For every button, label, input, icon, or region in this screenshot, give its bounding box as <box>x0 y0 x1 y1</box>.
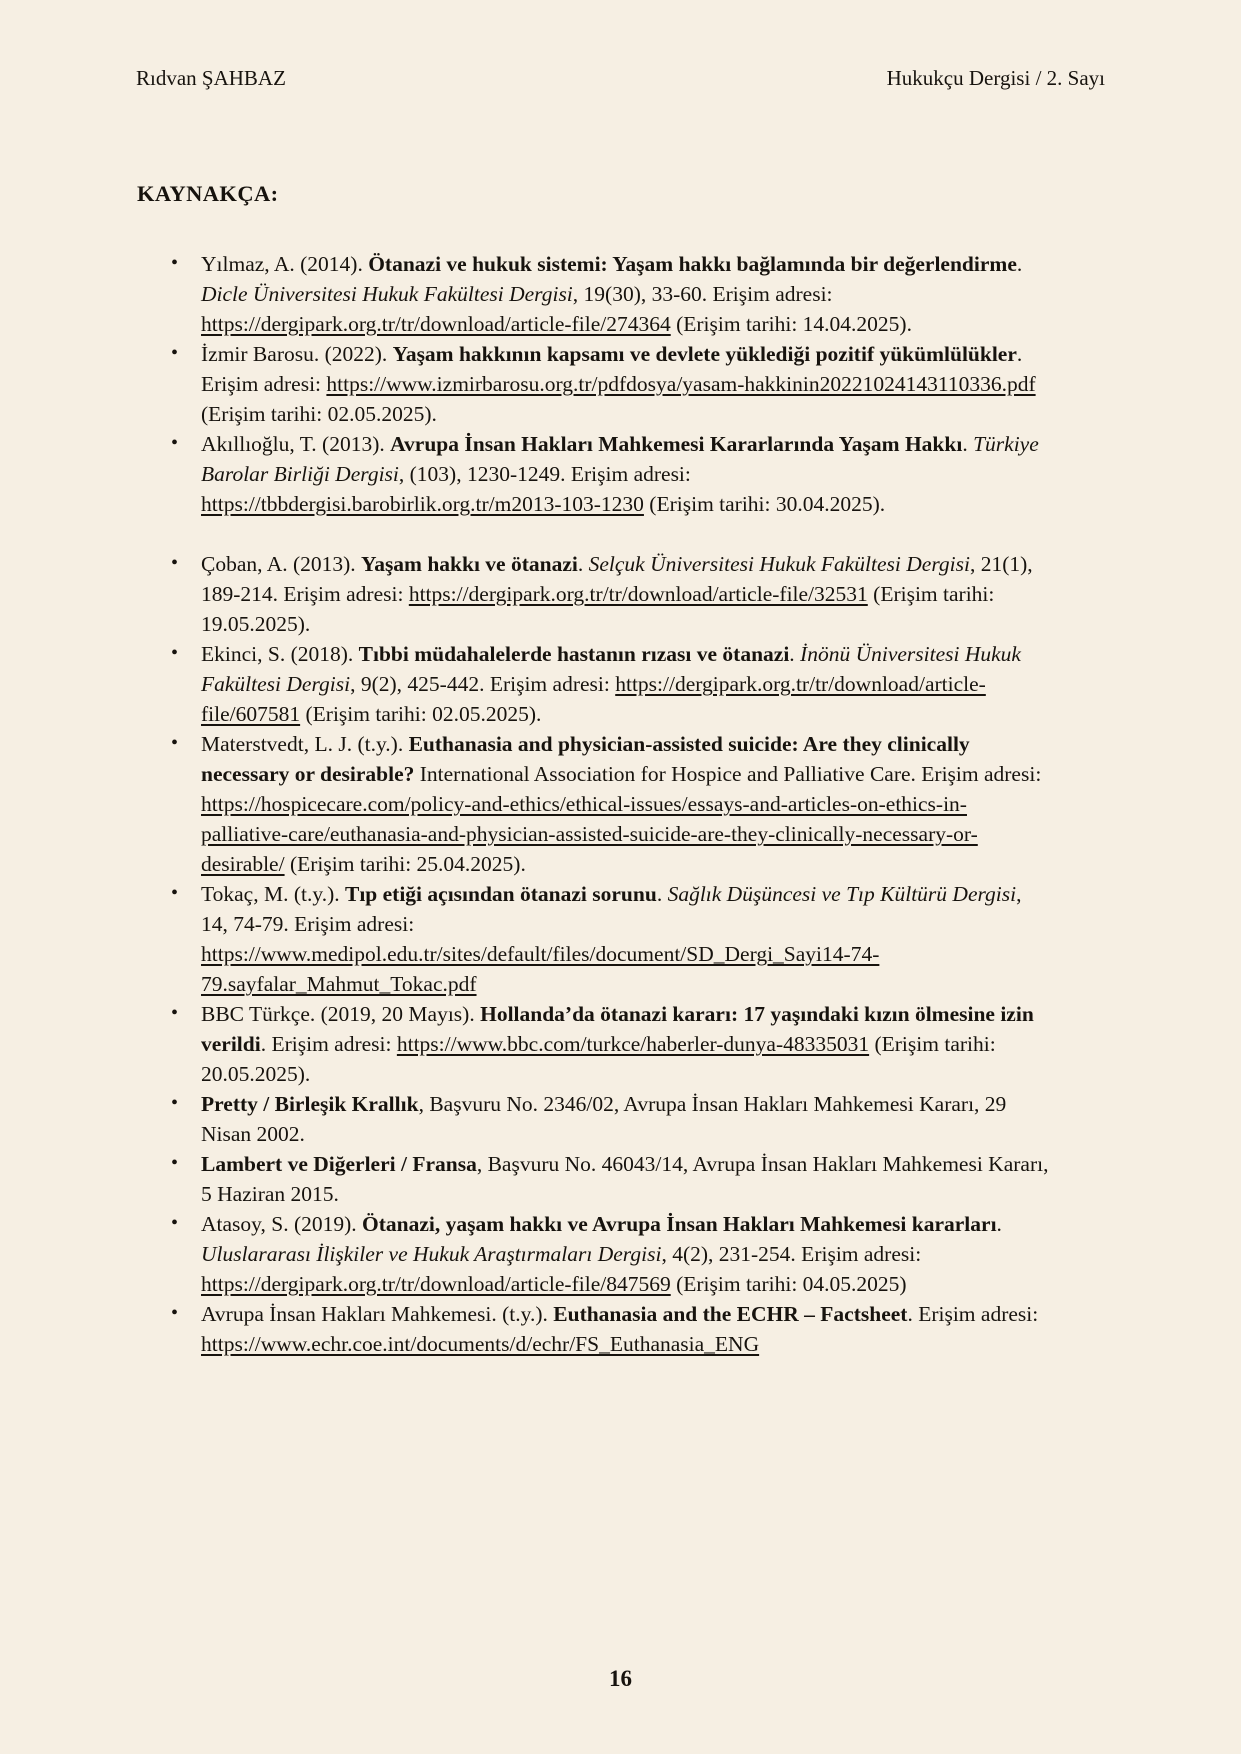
reference-link[interactable]: https://dergipark.org.tr/tr/download/article-file/32531 <box>408 582 868 606</box>
reference-link[interactable]: https://tbbdergisi.barobirlik.org.tr/m2013-103-1230 <box>201 492 644 516</box>
reference-text: . <box>962 432 974 456</box>
reference-item <box>168 1089 1052 1149</box>
reference-bold-text: Ötanazi ve hukuk sistemi: Yaşam hakkı bağlamında bir değerlendirme <box>368 252 1017 276</box>
reference-italic-text: Sağlık Düşüncesi ve Tıp Kültürü Dergisi <box>667 882 1017 906</box>
bullet-icon: • <box>171 1302 179 1324</box>
bullet-icon: • <box>171 882 179 904</box>
page-number: 16 <box>609 1666 632 1691</box>
reference-item <box>168 1209 1052 1299</box>
reference-text: (Erişim tarihi: 25.04.2025). <box>284 852 526 876</box>
bullet-icon: • <box>171 552 179 574</box>
reference-item <box>168 639 1052 729</box>
reference-link[interactable]: https://dergipark.org.tr/tr/download/article-file/274364 <box>201 312 671 336</box>
reference-text: , 9(2), 425-442. Erişim adresi: <box>350 672 616 696</box>
reference-bold-text: Pretty / Birleşik Krallık <box>201 1092 419 1116</box>
header-author: Rıdvan ŞAHBAZ <box>136 66 286 90</box>
references-list <box>168 249 1052 1359</box>
reference-bold-text: Euthanasia and the ECHR – Factsheet <box>553 1302 908 1326</box>
reference-text: . Erişim adresi: <box>260 1032 397 1056</box>
reference-item <box>168 1299 1052 1359</box>
reference-bold-text: Yaşam hakkının kapsamı ve devlete yüklediği pozitif yükümlülükler <box>392 342 1017 366</box>
reference-text: . <box>789 642 801 666</box>
reference-italic-text: İnönü Üniversitesi Hukuk Fakültesi Dergisi <box>201 642 1021 696</box>
reference-bold-text: Hollanda’da ötanazi kararı: 17 yaşındaki kızın ölmesine izin verildi <box>201 1002 1034 1056</box>
reference-text: Çoban, A. (2013). <box>201 552 362 576</box>
reference-bold-text: Euthanasia and physician-assisted suicide: Are they clinically necessary or desirable? <box>201 732 970 786</box>
reference-text: Atasoy, S. (2019). <box>201 1212 363 1236</box>
reference-text: International Association for Hospice and Palliative Care. Erişim adresi: <box>414 762 1042 786</box>
reference-bold-text: Avrupa İnsan Hakları Mahkemesi Kararlarında Yaşam Hakkı <box>390 432 963 456</box>
reference-text: , (103), 1230-1249. Erişim adresi: <box>398 462 691 486</box>
reference-text: Tokaç, M. (t.y.). <box>201 882 345 906</box>
reference-text: BBC Türkçe. (2019, 20 Mayıs). <box>201 1002 481 1026</box>
reference-text: Materstvedt, L. J. (t.y.). <box>201 732 409 756</box>
reference-text: Akıllıoğlu, T. (2013). <box>201 432 391 456</box>
reference-text: . <box>996 1212 1002 1236</box>
bullet-icon: • <box>171 252 179 274</box>
reference-text: , 14, 74-79. Erişim adresi: <box>201 882 1022 936</box>
reference-italic-text: Türkiye Barolar Birliği Dergisi <box>201 432 1039 486</box>
header-journal: Hukukçu Dergisi / 2. Sayı <box>886 66 1105 90</box>
reference-italic-text: Uluslararası İlişkiler ve Hukuk Araştırmaları Dergisi <box>201 1242 662 1266</box>
reference-bold-text: Ötanazi, yaşam hakkı ve Avrupa İnsan Hakları Mahkemesi kararları <box>362 1212 997 1236</box>
reference-text: (Erişim tarihi: 30.04.2025). <box>643 492 886 516</box>
bullet-icon: • <box>171 1002 179 1024</box>
reference-bold-text: Tıp etiği açısından ötanazi sorunu <box>344 882 657 906</box>
bullet-icon: • <box>171 732 179 754</box>
reference-text: . <box>577 552 589 576</box>
reference-text: . Erişim adresi: <box>907 1302 1039 1326</box>
reference-link[interactable]: https://hospicecare.com/policy-and-ethics/ethical-issues/essays-and-articles-on-ethics-in-palliative-care/euthanasia-and-physician-assisted-suicide-are-they-clinically-necessary-or-desirable/ <box>201 792 978 876</box>
reference-text: . <box>656 882 668 906</box>
bullet-icon: • <box>171 1152 179 1174</box>
reference-link[interactable]: https://www.izmirbarosu.org.tr/pdfdosya/yasam-hakkinin20221024143110336.pdf <box>326 372 1036 396</box>
reference-text: (Erişim tarihi: 14.04.2025). <box>670 312 912 336</box>
reference-bold-text: Lambert ve Diğerleri / Fransa <box>201 1152 477 1176</box>
reference-item <box>168 339 1052 429</box>
reference-text: Yılmaz, A. (2014). <box>201 252 369 276</box>
reference-text: Ekinci, S. (2018). <box>201 642 359 666</box>
reference-link[interactable]: https://dergipark.org.tr/tr/download/article-file/607581 <box>201 672 986 726</box>
reference-item <box>168 999 1052 1089</box>
reference-text: , 19(30), 33-60. Erişim adresi: <box>572 282 833 306</box>
reference-text: Avrupa İnsan Hakları Mahkemesi. (t.y.). <box>201 1302 554 1326</box>
section-title: KAYNAKÇA: <box>137 181 279 206</box>
reference-item <box>168 549 1052 639</box>
reference-item <box>168 1149 1052 1209</box>
reference-bold-text: Yaşam hakkı ve ötanazi <box>361 552 578 576</box>
bullet-icon: • <box>171 1092 179 1114</box>
reference-item <box>168 249 1052 339</box>
reference-text: , Başvuru No. 2346/02, Avrupa İnsan Hakları Mahkemesi Kararı, 29 Nisan 2002. <box>201 1092 1007 1146</box>
bullet-icon: • <box>171 342 179 364</box>
reference-text: . <box>1016 252 1023 276</box>
reference-link[interactable]: https://www.echr.coe.int/documents/d/echr/FS_Euthanasia_ENG <box>201 1332 760 1356</box>
reference-link[interactable]: https://www.bbc.com/turkce/haberler-dunya-48335031 <box>396 1032 870 1056</box>
reference-text: , 21(1), 189-214. Erişim adresi: <box>201 552 1033 606</box>
reference-item <box>168 879 1052 999</box>
reference-link[interactable]: https://dergipark.org.tr/tr/download/article-file/847569 <box>201 1272 671 1296</box>
reference-text: (Erişim tarihi: 02.05.2025). <box>300 702 542 726</box>
reference-italic-text: Selçuk Üniversitesi Hukuk Fakültesi Dergisi <box>588 552 970 576</box>
reference-text: . Erişim adresi: <box>201 342 1023 396</box>
reference-text: (Erişim tarihi: 04.05.2025) <box>670 1272 907 1296</box>
reference-bold-text: Tıbbi müdahalelerde hastanın rızası ve ötanazi <box>358 642 790 666</box>
reference-text: İzmir Barosu. (2022). <box>201 342 393 366</box>
page-header <box>136 66 1105 91</box>
reference-text: (Erişim tarihi: 20.05.2025). <box>201 1032 996 1086</box>
bullet-icon: • <box>171 1212 179 1234</box>
reference-text: (Erişim tarihi: 19.05.2025). <box>201 582 995 636</box>
bullet-icon: • <box>171 432 179 454</box>
reference-item <box>168 729 1052 879</box>
reference-item <box>168 429 1052 519</box>
reference-text: (Erişim tarihi: 02.05.2025). <box>201 402 437 426</box>
reference-text: , Başvuru No. 46043/14, Avrupa İnsan Hakları Mahkemesi Kararı, 5 Haziran 2015. <box>201 1152 1049 1206</box>
reference-link[interactable]: https://www.medipol.edu.tr/sites/default/files/document/SD_Dergi_Sayi14-74-79.sayfalar_Mahmut_Tokac.pdf <box>201 942 880 996</box>
reference-italic-text: Dicle Üniversitesi Hukuk Fakültesi Dergisi <box>201 282 573 306</box>
reference-text: , 4(2), 231-254. Erişim adresi: <box>661 1242 922 1266</box>
bullet-icon: • <box>171 642 179 664</box>
